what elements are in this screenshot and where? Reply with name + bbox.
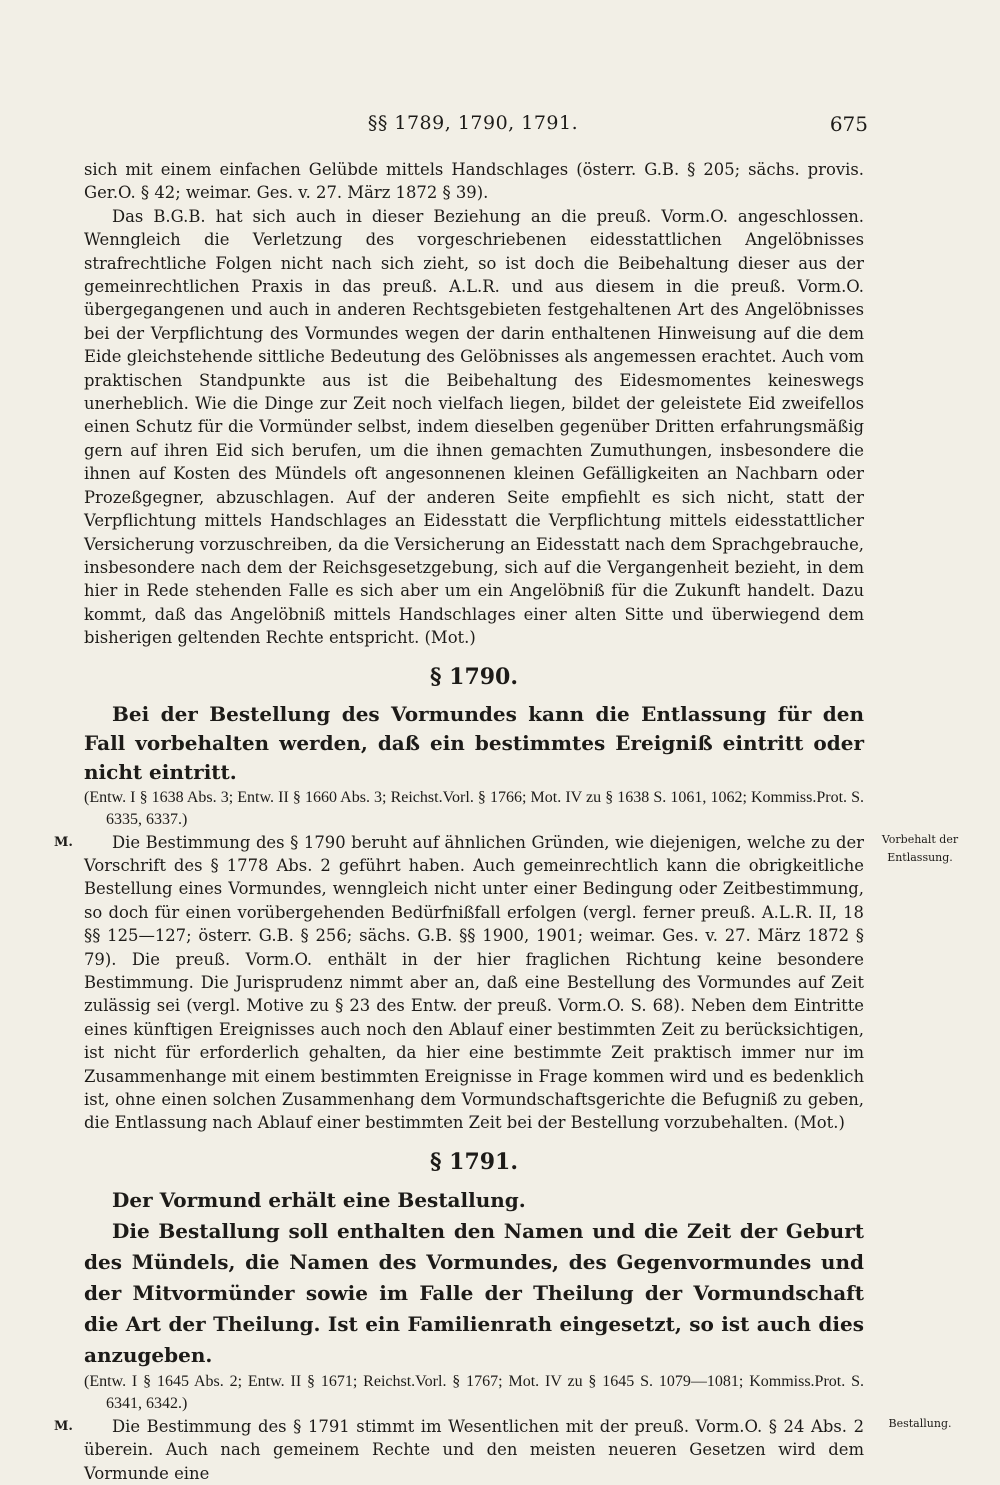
commentary-block-1790 xyxy=(54,831,959,1135)
page-number: 675 xyxy=(829,112,868,136)
margin-marker-left: M. xyxy=(54,1418,73,1434)
paragraph: Das B.G.B. hat sich auch in dieser Beziehung an die preuß. Vorm.O. angeschlossen. Wenngleich die Verletzung des vorgeschriebenen eidesstattlichen Angelöbnisses strafrechtliche Folgen nicht nach sich zieht, so ist doch die Beibehaltung dieser aus der gemeinrechtlichen Praxis in das preuß. A.L.R. und aus diesem in die preuß. Vorm.O. übergegangenen und auch in anderen Rechtsgebieten festgehaltenen Art des Angelöbnisses bei der Verpflichtung des Vormundes wegen der darin enthaltenen Hinweisung auf die dem Eide gleichstehende sittliche Bedeutung des Gelöbnisses als angemessen erachtet. Auch vom praktischen Standpunkte aus ist die Beibehaltung des Eidesmomentes keineswegs unerheblich. Wie die Dinge zur Zeit noch vielfach liegen, bildet der geleistete Eid zweifellos einen Schutz für die Vormünder selbst, indem dieselben gegenüber Dritten erfahrungsmäßig gern auf ihren Eid sich berufen, um die ihnen gemachten Zumuthungen, insbesondere die ihnen auf Kosten des Mündels oft angesonnenen kleinen Gefälligkeiten an Nachbarn oder Prozeßgegner, abzuschlagen. Auf der anderen Seite empfiehlt es sich nicht, statt der Verpflichtung mittels Handschlages an Eidesstatt die Verpflichtung mittels eidesstattlicher Versicherung vorzuschreiben, da die Versicherung an Eidesstatt nach dem Sprachgebrauche, insbesondere nach dem der Reichsgesetzgebung, sich auf die Vergangenheit bezieht, in dem hier in Rede stehenden Falle es sich aber um ein Angelöbniß für die Zukunft handelt. Dazu kommt, daß das Angelöbniß mittels Handschlages einer alten Sitte und überwiegend dem bisherigen geltenden Rechte entspricht. (Mot.) xyxy=(84,206,864,648)
section-heading-1790: § 1790. xyxy=(429,663,519,690)
commentary-block-1791 xyxy=(54,1415,952,1485)
law-text-1791-b: Die Bestallung soll enthalten den Namen und die Zeit der Geburt des Mündels, die Namen des Vormundes, des Gegenvormundes und der Mitvormünder sowie im Falle der Theilung der Vormundschaft die Art der Theilung. Ist ein Familienrath eingesetzt, so ist auch dies anzugeben. xyxy=(84,1218,864,1367)
law-text-1791-a: Der Vormund erhält eine Bestallung. xyxy=(112,1187,526,1212)
margin-note-right: Vorbehalt der Entlassung. xyxy=(881,832,959,864)
commentary-1790: Die Bestimmung des § 1790 beruht auf ähnlichen Gründen, wie diejenigen, welche zu der Vorschrift des § 1778 Abs. 2 geführt haben. Auch gemeinrechtlich kann die obrigkeitliche Bestellung eines Vormundes, wenngleich nicht unter einer Bedingung oder Zeitbestimmung, so doch für einen vorübergehenden Bedürfnißfall erfolgen (vergl. ferner preuß. A.L.R. II, 18 §§ 125—127; österr. G.B. § 256; sächs. G.B. §§ 1900, 1901; weimar. Ges. v. 27. März 1872 § 79). Die preuß. Vorm.O. enthält in der hier fraglichen Richtung keine besondere Bestimmung. Die Jurisprudenz nimmt aber an, daß eine Bestellung des Vormundes auf Zeit zulässig sei (vergl. Motive zu § 23 des Entw. der preuß. Vorm.O. S. 68). Neben dem Eintritte eines künftigen Ereignisses auch noch den Ablauf einer bestimmten Zeit zu berücksichtigen, ist nicht für erforderlich gehalten, da hier eine bestimmte Zeit praktisch immer nur im Zusammenhange mit einem bestimmten Ereignisse in Frage kommen wird und es bedenklich ist, ohne einen solchen Zusammenhang dem Vormundschaftsgerichte die Befugniß zu geben, die Entlassung nach Ablauf einer bestimmten Zeit bei der Bestellung vorzubehalten. (Mot.) xyxy=(84,832,864,1133)
commentary-1791: Die Bestimmung des § 1791 stimmt im Wesentlichen mit der preuß. Vorm.O. § 24 Abs. 2 überein. Auch nach gemeinem Rechte und den meisten neueren Gesetzen wird dem Vormunde eine xyxy=(84,1416,864,1483)
references-1791: (Entw. I § 1645 Abs. 2; Entw. II § 1671; Reichst.Vorl. § 1767; Mot. IV zu § 1645 S. 1079—1081; Kommiss.Prot. S. 6341, 6342.) xyxy=(84,1372,864,1412)
law-text-1790: Bei der Bestellung des Vormundes kann die Entlassung für den Fall vorbehalten werden, daß ein bestimmtes Ereigniß eintritt oder nicht eintritt. xyxy=(84,701,864,784)
margin-marker-left: M. xyxy=(54,834,73,850)
margin-note-right: Bestallung. xyxy=(888,1416,952,1430)
paragraph: sich mit einem einfachen Gelübde mittels Handschlages (österr. G.B. § 205; sächs. provis. Ger.O. § 42; weimar. Ges. v. 27. März 1872 § 39). xyxy=(84,160,864,203)
page-body xyxy=(54,158,959,1485)
running-header xyxy=(78,112,868,142)
references-1790: (Entw. I § 1638 Abs. 3; Entw. II § 1660 Abs. 3; Reichst.Vorl. § 1766; Mot. IV zu § 1638 S. 1061, 1062; Kommiss.Prot. S. 6335, 6337.) xyxy=(84,788,864,828)
section-heading-1791: § 1791. xyxy=(429,1148,519,1175)
header-section-range: §§ 1789, 1790, 1791. xyxy=(367,112,579,134)
